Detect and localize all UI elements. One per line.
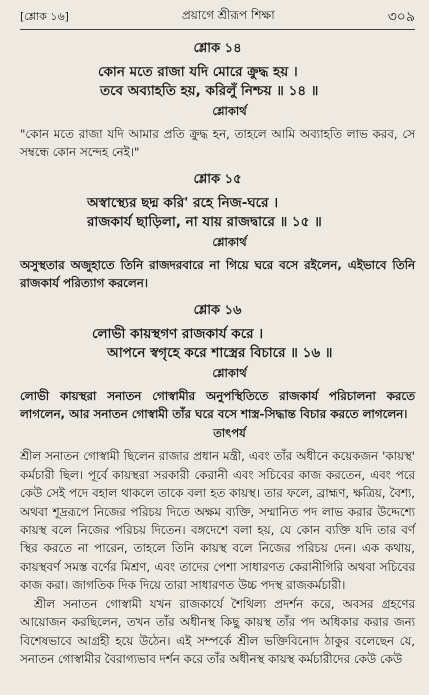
verse-16-translation: লোভী কায়স্থরা সনাতন গোস্বামীর অনুপস্থিতিতে রাজকার্য পরিচালনা করতে লাগলেন, আর সনাতন গোস্বামী তাঁর ঘরে বসে শাস্ত্র-সিদ্ধান্ত বিচার করতে লাগলেন। [20, 388, 415, 422]
verse-16-purport-paragraph-2: শ্রীল সনাতন গোস্বামী যখন রাজকার্যে শৈথিল্য প্রদর্শন করে, অবসর গ্রহণের আয়োজন করছিলেন, তখন তাঁর অধীনস্থ কিছু কায়স্থ তাঁর পদ অধিকার করার জন্য বিশেষভাবে আগ্রহী হয়ে উঠেন। এই সম্পর্কে শ্রীল ভক্তিবিনোদ ঠাকুর বলেছেন যে, সনাতন গোস্বামীর বৈরাগ্যভাব দর্শন করে তাঁর অধীনস্থ কায়স্থ কর্মচারীদের কেউ কেউ [20, 596, 415, 666]
verse-15-line-1: অস্বাস্থ্যের ছদ্ম করি' রহে নিজ-ঘরে । [87, 194, 279, 211]
verse-14-line-2: তবে অব্যাহতি হয়, করিলুঁ নিশ্চয় ॥ ১৪ ॥ [100, 83, 319, 99]
verse-16-line-1: লোভী কায়স্থগণ রাজকার্য করে । [92, 325, 264, 342]
verse-16-purport-label: তাৎপর্য [213, 426, 246, 441]
verse-14-translation-label: শ্লোকার্থ [212, 104, 247, 118]
header-rule [20, 29, 415, 30]
header-page-number: ৩০৯ [387, 9, 415, 25]
verse-15-translation: অসুস্থতার অজুহাতে তিনি রাজদরবারে না গিয়ে ঘরে বসে রইলেন, এইভাবে তিনি রাজকার্য পরিত্যাগ করলেন। [20, 257, 415, 291]
verse-16-line-2: আপনে স্বগৃহে করে শাস্ত্রের বিচারে ॥ ১৬ ॥ [107, 344, 333, 361]
verse-14-line-1: কোন মতে রাজা যদি মোরে ক্রুদ্ধ হয় । [98, 64, 298, 80]
header-verse-ref: [শ্লোক ১৬] [20, 9, 69, 23]
verse-14-translation: "কোন মতে রাজা যদি আমার প্রতি ক্রুদ্ধ হন, তাহলে আমি অব্যাহতি লাভ করব, সে সম্বন্ধে কোন সন্দেহ নেই।" [20, 127, 415, 160]
verse-15-line-2: রাজকার্য ছাড়িলা, না যায় রাজদ্বারে ॥ ১৫ ॥ [87, 213, 322, 230]
verse-14-label: শ্লোক ১৪ [193, 41, 242, 56]
verse-15-label: শ্লোক ১৫ [193, 171, 242, 187]
verse-16-purport-paragraph-1: শ্রীল সনাতন গোস্বামী ছিলেন রাজার প্রধান মন্ত্রী, এবং তাঁর অধীনে কয়েকজন 'কায়স্থ' কর্মচারী ছিল। পূর্বে কায়স্থরা সরকারী কেরানী এবং সচিবের কাজ করতেন, এবং পরে কেউ সেই পদে বহাল থাকলে তাকে বলা হত কায়স্থ। তার ফলে, ব্রাহ্মণ, ক্ষত্রিয়, বৈশ্য, অথবা শূদ্ররূপে নিজের পরিচয় দিতে অক্ষম ব্যক্তি, সম্মানিত পদ লাভ করার উদ্দেশ্যে কায়স্থ বলে নিজের পরিচয় দিতেন। বঙ্গদেশে বলা হয়, যে কোন ব্যক্তি যদি তার বর্ণ স্থির করতে না পারেন, তাহলে তিনি কায়স্থ বলে নিজের পরিচয় দেন। এক কথায়, কায়স্থবর্ণ সমস্ত বর্ণের মিশ্রণ, এবং তাদের পেশা সাধারণত কেরানীগিরি অথবা সচিবের কাজ করা। জাগতিক দিক দিয়ে তারা সাধারণত উচ্চ পদস্থ রাজকর্মচারী। [20, 449, 415, 593]
verse-16-label: শ্লোক ১৬ [193, 302, 242, 318]
verse-16-translation-label: শ্লোকার্থ [212, 365, 247, 380]
page-header [20, 6, 415, 28]
verse-15-translation-label: শ্লোকার্থ [212, 234, 247, 249]
header-chapter-title: প্রয়াগে শ্রীরূপ শিক্ষা [181, 8, 275, 22]
